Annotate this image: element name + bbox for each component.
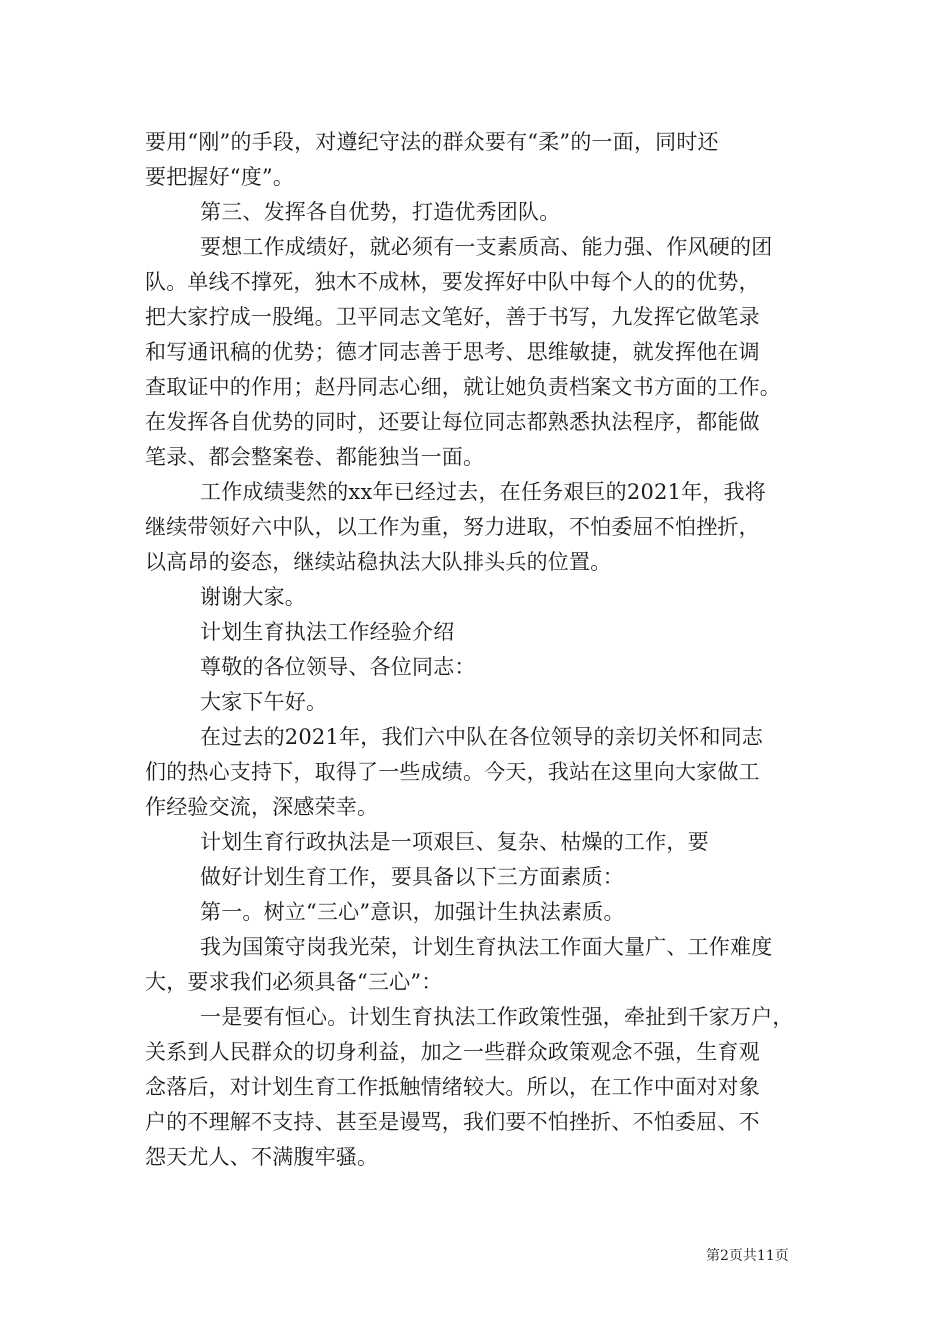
document-title: 计划生育执法工作经验介绍 xyxy=(200,620,455,644)
text-line: 笔录、都会整案卷、都能独当一面。 xyxy=(145,445,485,469)
text-line: 念落后，对计划生育工作抵触情绪较大。所以，在工作中面对对象 xyxy=(145,1075,760,1099)
text-line: 大，要求我们必须具备“三心”： xyxy=(145,970,443,994)
text-line: 要想工作成绩好，就必须有一支素质高、能力强、作风硬的团 xyxy=(200,235,773,259)
text-line: 做好计划生育工作，要具备以下三方面素质： xyxy=(200,865,624,889)
text-line: 以高昂的姿态，继续站稳执法大队排头兵的位置。 xyxy=(145,550,612,574)
salutation: 尊敬的各位领导、各位同志： xyxy=(200,655,476,679)
page-number: 第2页共11页 xyxy=(706,1248,789,1264)
text-line: 队。单线不撑死，独木不成林，要发挥好中队中每个人的的优势， xyxy=(145,270,760,294)
text-line: 在发挥各自优势的同时，还要让每位同志都熟悉执法程序，都能做 xyxy=(145,410,760,434)
text-line: 一是要有恒心。计划生育执法工作政策性强，牵扯到千家万户， xyxy=(200,1005,794,1029)
text-line: 要用“刚”的手段，对遵纪守法的群众要有“柔”的一面，同时还 xyxy=(145,130,719,154)
text-line: 查取证中的作用；赵丹同志心细，就让她负责档案文书方面的工作。 xyxy=(145,375,781,399)
text-line: 工作成绩斐然的xx年已经过去，在任务艰巨的2021年，我将 xyxy=(200,480,766,504)
text-line: 关系到人民群众的切身利益，加之一些群众政策观念不强，生育观 xyxy=(145,1040,760,1064)
text-line: 户的不理解不支持、甚至是谩骂，我们要不怕挫折、不怕委屈、不 xyxy=(145,1110,760,1134)
text-line: 们的热心支持下，取得了一些成绩。今天，我站在这里向大家做工 xyxy=(145,760,760,784)
text-line: 把大家拧成一股绳。卫平同志文笔好，善于书写，九发挥它做笔录 xyxy=(145,305,760,329)
greeting: 大家下午好。 xyxy=(200,690,328,714)
text-line: 要把握好“度”。 xyxy=(145,165,295,189)
text-line: 计划生育行政执法是一项艰巨、复杂、枯燥的工作，要 xyxy=(200,830,709,854)
text-line: 我为国策守岗我光荣，计划生育执法工作面大量广、工作难度 xyxy=(200,935,773,959)
text-line: 怨天尤人、不满腹牢骚。 xyxy=(145,1145,379,1169)
section-heading: 第一。树立“三心”意识，加强计生执法素质。 xyxy=(200,900,625,924)
text-line: 作经验交流，深感荣幸。 xyxy=(145,795,379,819)
text-line: 谢谢大家。 xyxy=(200,585,306,609)
text-line: 在过去的2021年，我们六中队在各位领导的亲切关怀和同志 xyxy=(200,725,764,749)
section-heading: 第三、发挥各自优势，打造优秀团队。 xyxy=(200,200,561,224)
text-line: 和写通讯稿的优势；德才同志善于思考、思维敏捷，就发挥他在调 xyxy=(145,340,760,364)
text-line: 继续带领好六中队，以工作为重，努力进取，不怕委屈不怕挫折， xyxy=(145,515,760,539)
